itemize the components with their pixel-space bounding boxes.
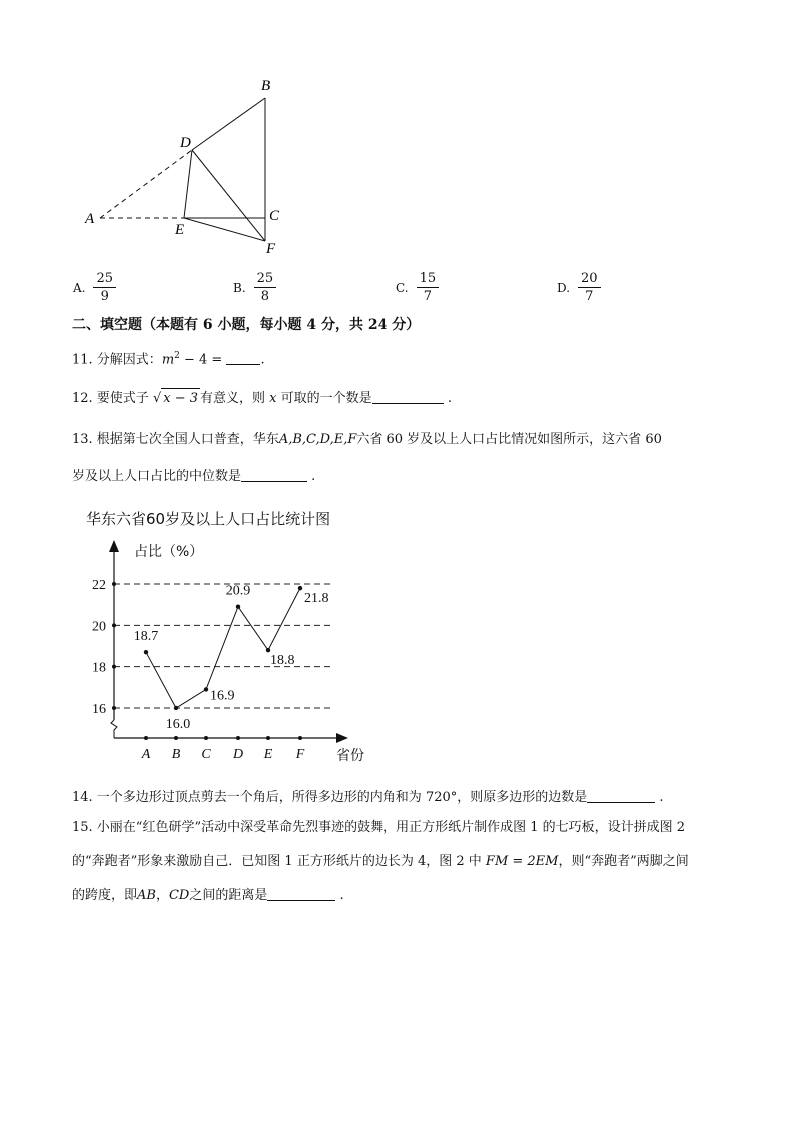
- x-tick-dot: [236, 736, 240, 740]
- sqrt-sign: √: [152, 391, 162, 406]
- data-label: 20.9: [225, 583, 251, 599]
- x-tick-dot: [204, 736, 208, 740]
- data-label: 21.8: [304, 591, 329, 607]
- y-tick-label: 22: [92, 578, 106, 593]
- option-b: [233, 270, 276, 305]
- x-tick-dot: [298, 736, 302, 740]
- question-15-line3: 的跨度，即AB，CD之间的距离是 .: [72, 888, 344, 903]
- data-point: [266, 648, 270, 652]
- data-point: [144, 650, 148, 654]
- answer-blank[interactable]: [226, 350, 260, 365]
- option-c: [396, 270, 439, 305]
- option-fraction: $\frac{20}{7}$: [578, 270, 601, 305]
- x-axis-label: 省份: [336, 748, 364, 764]
- data-label: 18.8: [270, 653, 295, 669]
- x-tick-label: F: [295, 747, 305, 762]
- option-letter: D.: [557, 280, 571, 295]
- x-tick-label: C: [201, 747, 211, 762]
- point-label-A: A: [85, 211, 95, 227]
- data-label: 16.9: [210, 688, 235, 704]
- chart-title: 华东六省60岁及以上人口占比统计图: [86, 510, 331, 528]
- segment-DE: [184, 150, 192, 218]
- question-13-line2: 岁及以上人口占比的中位数是 .: [72, 469, 316, 484]
- segment-EF: [184, 218, 265, 241]
- axis-break: [111, 720, 117, 738]
- answer-blank[interactable]: [267, 886, 335, 901]
- geometry-figure: [0, 0, 794, 265]
- y-tick-label: 18: [92, 660, 106, 676]
- y-axis-label: 占比（%）: [134, 544, 204, 560]
- option-letter: B.: [233, 280, 246, 295]
- y-tick-label: 16: [92, 702, 106, 717]
- data-point: [298, 586, 302, 590]
- segment-DF: [192, 150, 265, 241]
- segment-AD: [100, 150, 192, 218]
- y-axis-arrow: [109, 540, 119, 552]
- segment-DB: [192, 98, 265, 150]
- data-point: [174, 706, 178, 710]
- answer-blank[interactable]: [241, 467, 307, 482]
- option-fraction: $\frac{15}{7}$: [417, 270, 440, 305]
- point-label-D: D: [180, 135, 191, 151]
- point-label-C: C: [269, 208, 280, 224]
- answer-blank[interactable]: [372, 389, 444, 404]
- option-fraction: $\frac{25}{8}$: [254, 270, 277, 305]
- question-14: 14. 一个多边形过顶点剪去一个角后，所得多边形的内角和为 720°，则原多边形的边数是 .: [72, 790, 664, 805]
- x-tick-label: A: [141, 747, 151, 762]
- y-tick-label: 20: [92, 619, 106, 635]
- data-point: [204, 687, 208, 691]
- x-tick-label: B: [171, 747, 181, 762]
- x-tick-dot: [144, 736, 148, 740]
- point-label-E: E: [175, 222, 185, 238]
- question-15-line1: 15. 小丽在“红色研学”活动中深受革命先烈事迹的鼓舞，用正方形纸片制作成图 1 的七巧板，设计拼成图 2: [72, 820, 686, 835]
- line-chart: [0, 530, 794, 770]
- answer-blank[interactable]: [587, 788, 655, 803]
- option-a: [73, 270, 116, 305]
- data-point: [236, 605, 240, 609]
- option-d: [557, 270, 601, 305]
- question-11: 11. 分解因式：$m^2 - 4$ = .: [72, 351, 265, 368]
- point-label-B: B: [261, 78, 271, 94]
- x-tick-label: D: [232, 747, 244, 762]
- option-letter: C.: [396, 280, 409, 295]
- question-13-line1: 13. 根据第七次全国人口普查，华东A,B,C,D,E,F六省 60 岁及以上人口占比情况如图所示，这六省 60: [72, 432, 662, 447]
- section-header: 二、填空题（本题有 6 小题，每小题 4 分，共 24 分）: [72, 317, 421, 333]
- data-label: 16.0: [165, 717, 191, 732]
- question-12: 12. 要使式子 √ x − 3 有意义，则 x 可取的一个数是 .: [72, 388, 452, 409]
- x-tick-label: E: [263, 747, 273, 762]
- point-label-F: F: [266, 241, 276, 257]
- option-letter: A.: [73, 280, 86, 295]
- x-tick-dot: [174, 736, 178, 740]
- option-fraction: $\frac{25}{9}$: [93, 270, 116, 305]
- x-axis-arrow: [336, 733, 348, 743]
- data-label: 18.7: [133, 629, 159, 645]
- x-tick-dot: [266, 736, 270, 740]
- question-15-line2: 的“奔跑者”形象来激励自己．已知图 1 正方形纸片的边长为 4，图 2 中 FM = 2EM，则“奔跑者”两脚之间: [72, 854, 689, 869]
